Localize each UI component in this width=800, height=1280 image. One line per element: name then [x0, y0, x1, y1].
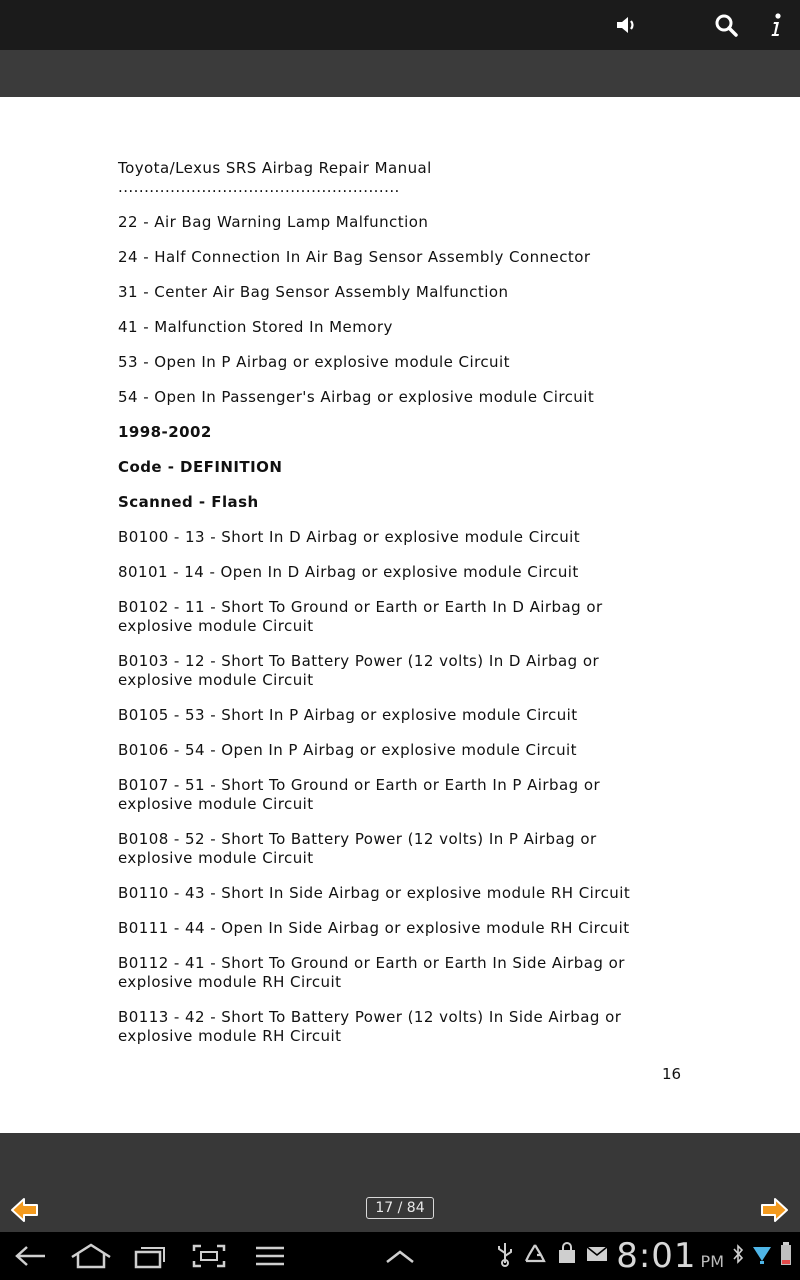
menu-icon[interactable]: [252, 1240, 288, 1272]
document-line: 54 - Open In Passenger's Airbag or explosive module Circuit: [118, 388, 595, 406]
chevron-up-icon[interactable]: [380, 1240, 420, 1272]
document-line: 41 - Malfunction Stored In Memory: [118, 318, 393, 336]
back-icon[interactable]: [12, 1240, 48, 1272]
info-icon[interactable]: [759, 9, 791, 41]
usb-icon: [496, 1241, 514, 1271]
document-line: B0111 - 44 - Open In Side Airbag or explosive module RH Circuit: [118, 919, 630, 937]
document-line: Code - DEFINITION: [118, 458, 283, 476]
document-line: B0102 - 11 - Short To Ground or Earth or Earth In D Airbag or explosive module Circuit: [118, 598, 603, 635]
recent-apps-icon[interactable]: [132, 1240, 168, 1272]
document-line: B0113 - 42 - Short To Battery Power (12 volts) In Side Airbag or explosive module RH Circuit: [118, 1008, 622, 1045]
document-line: 80101 - 14 - Open In D Airbag or explosive module Circuit: [118, 563, 579, 581]
previous-page-arrow-icon[interactable]: [10, 1195, 40, 1225]
battery-icon: [780, 1242, 792, 1270]
document-line: Scanned - Flash: [118, 493, 259, 511]
next-page-arrow-icon[interactable]: [759, 1195, 789, 1225]
page-counter[interactable]: 17 / 84: [366, 1197, 434, 1219]
home-icon[interactable]: [68, 1240, 114, 1272]
document-line: 24 - Half Connection In Air Bag Sensor Assembly Connector: [118, 248, 591, 266]
wifi-icon: [752, 1243, 772, 1269]
document-line: B0103 - 12 - Short To Battery Power (12 volts) In D Airbag or explosive module Circuit: [118, 652, 600, 689]
shopping-bag-icon: [556, 1242, 578, 1270]
document-line: 31 - Center Air Bag Sensor Assembly Malfunction: [118, 283, 509, 301]
document-line: 53 - Open In P Airbag or explosive module Circuit: [118, 353, 510, 371]
printed-page-number: 16: [662, 1065, 682, 1083]
clock-time: 8:01: [616, 1236, 697, 1276]
mail-icon: [586, 1245, 608, 1267]
app-toolbar: [0, 0, 800, 50]
document-line: B0108 - 52 - Short To Battery Power (12 volts) In P Airbag or explosive module Circuit: [118, 830, 597, 867]
toolbar-shadow-bar: [0, 50, 800, 97]
screenshot-icon[interactable]: [190, 1240, 228, 1272]
clock-ampm: PM: [700, 1251, 724, 1271]
status-area[interactable]: [496, 1238, 792, 1274]
document-page[interactable]: [0, 97, 800, 1133]
recycle-icon: [522, 1242, 548, 1270]
document-line: B0110 - 43 - Short In Side Airbag or explosive module RH Circuit: [118, 884, 631, 902]
document-line: B0106 - 54 - Open In P Airbag or explosive module Circuit: [118, 741, 577, 759]
document-line: Toyota/Lexus SRS Airbag Repair Manual ......................................................: [118, 159, 437, 196]
document-line: 22 - Air Bag Warning Lamp Malfunction: [118, 213, 429, 231]
speaker-icon[interactable]: [611, 9, 643, 41]
document-line: B0105 - 53 - Short In P Airbag or explosive module Circuit: [118, 706, 578, 724]
document-line: 1998-2002: [118, 423, 212, 441]
search-icon[interactable]: [710, 9, 742, 41]
document-line: B0100 - 13 - Short In D Airbag or explosive module Circuit: [118, 528, 581, 546]
document-line: B0112 - 41 - Short To Ground or Earth or Earth In Side Airbag or explosive module RH Circuit: [118, 954, 625, 991]
bluetooth-icon: [732, 1243, 744, 1269]
document-line: B0107 - 51 - Short To Ground or Earth or Earth In P Airbag or explosive module Circuit: [118, 776, 601, 813]
pager-bar: [0, 1133, 800, 1232]
document-text: [118, 159, 678, 1062]
system-nav-bar: [0, 1232, 800, 1280]
